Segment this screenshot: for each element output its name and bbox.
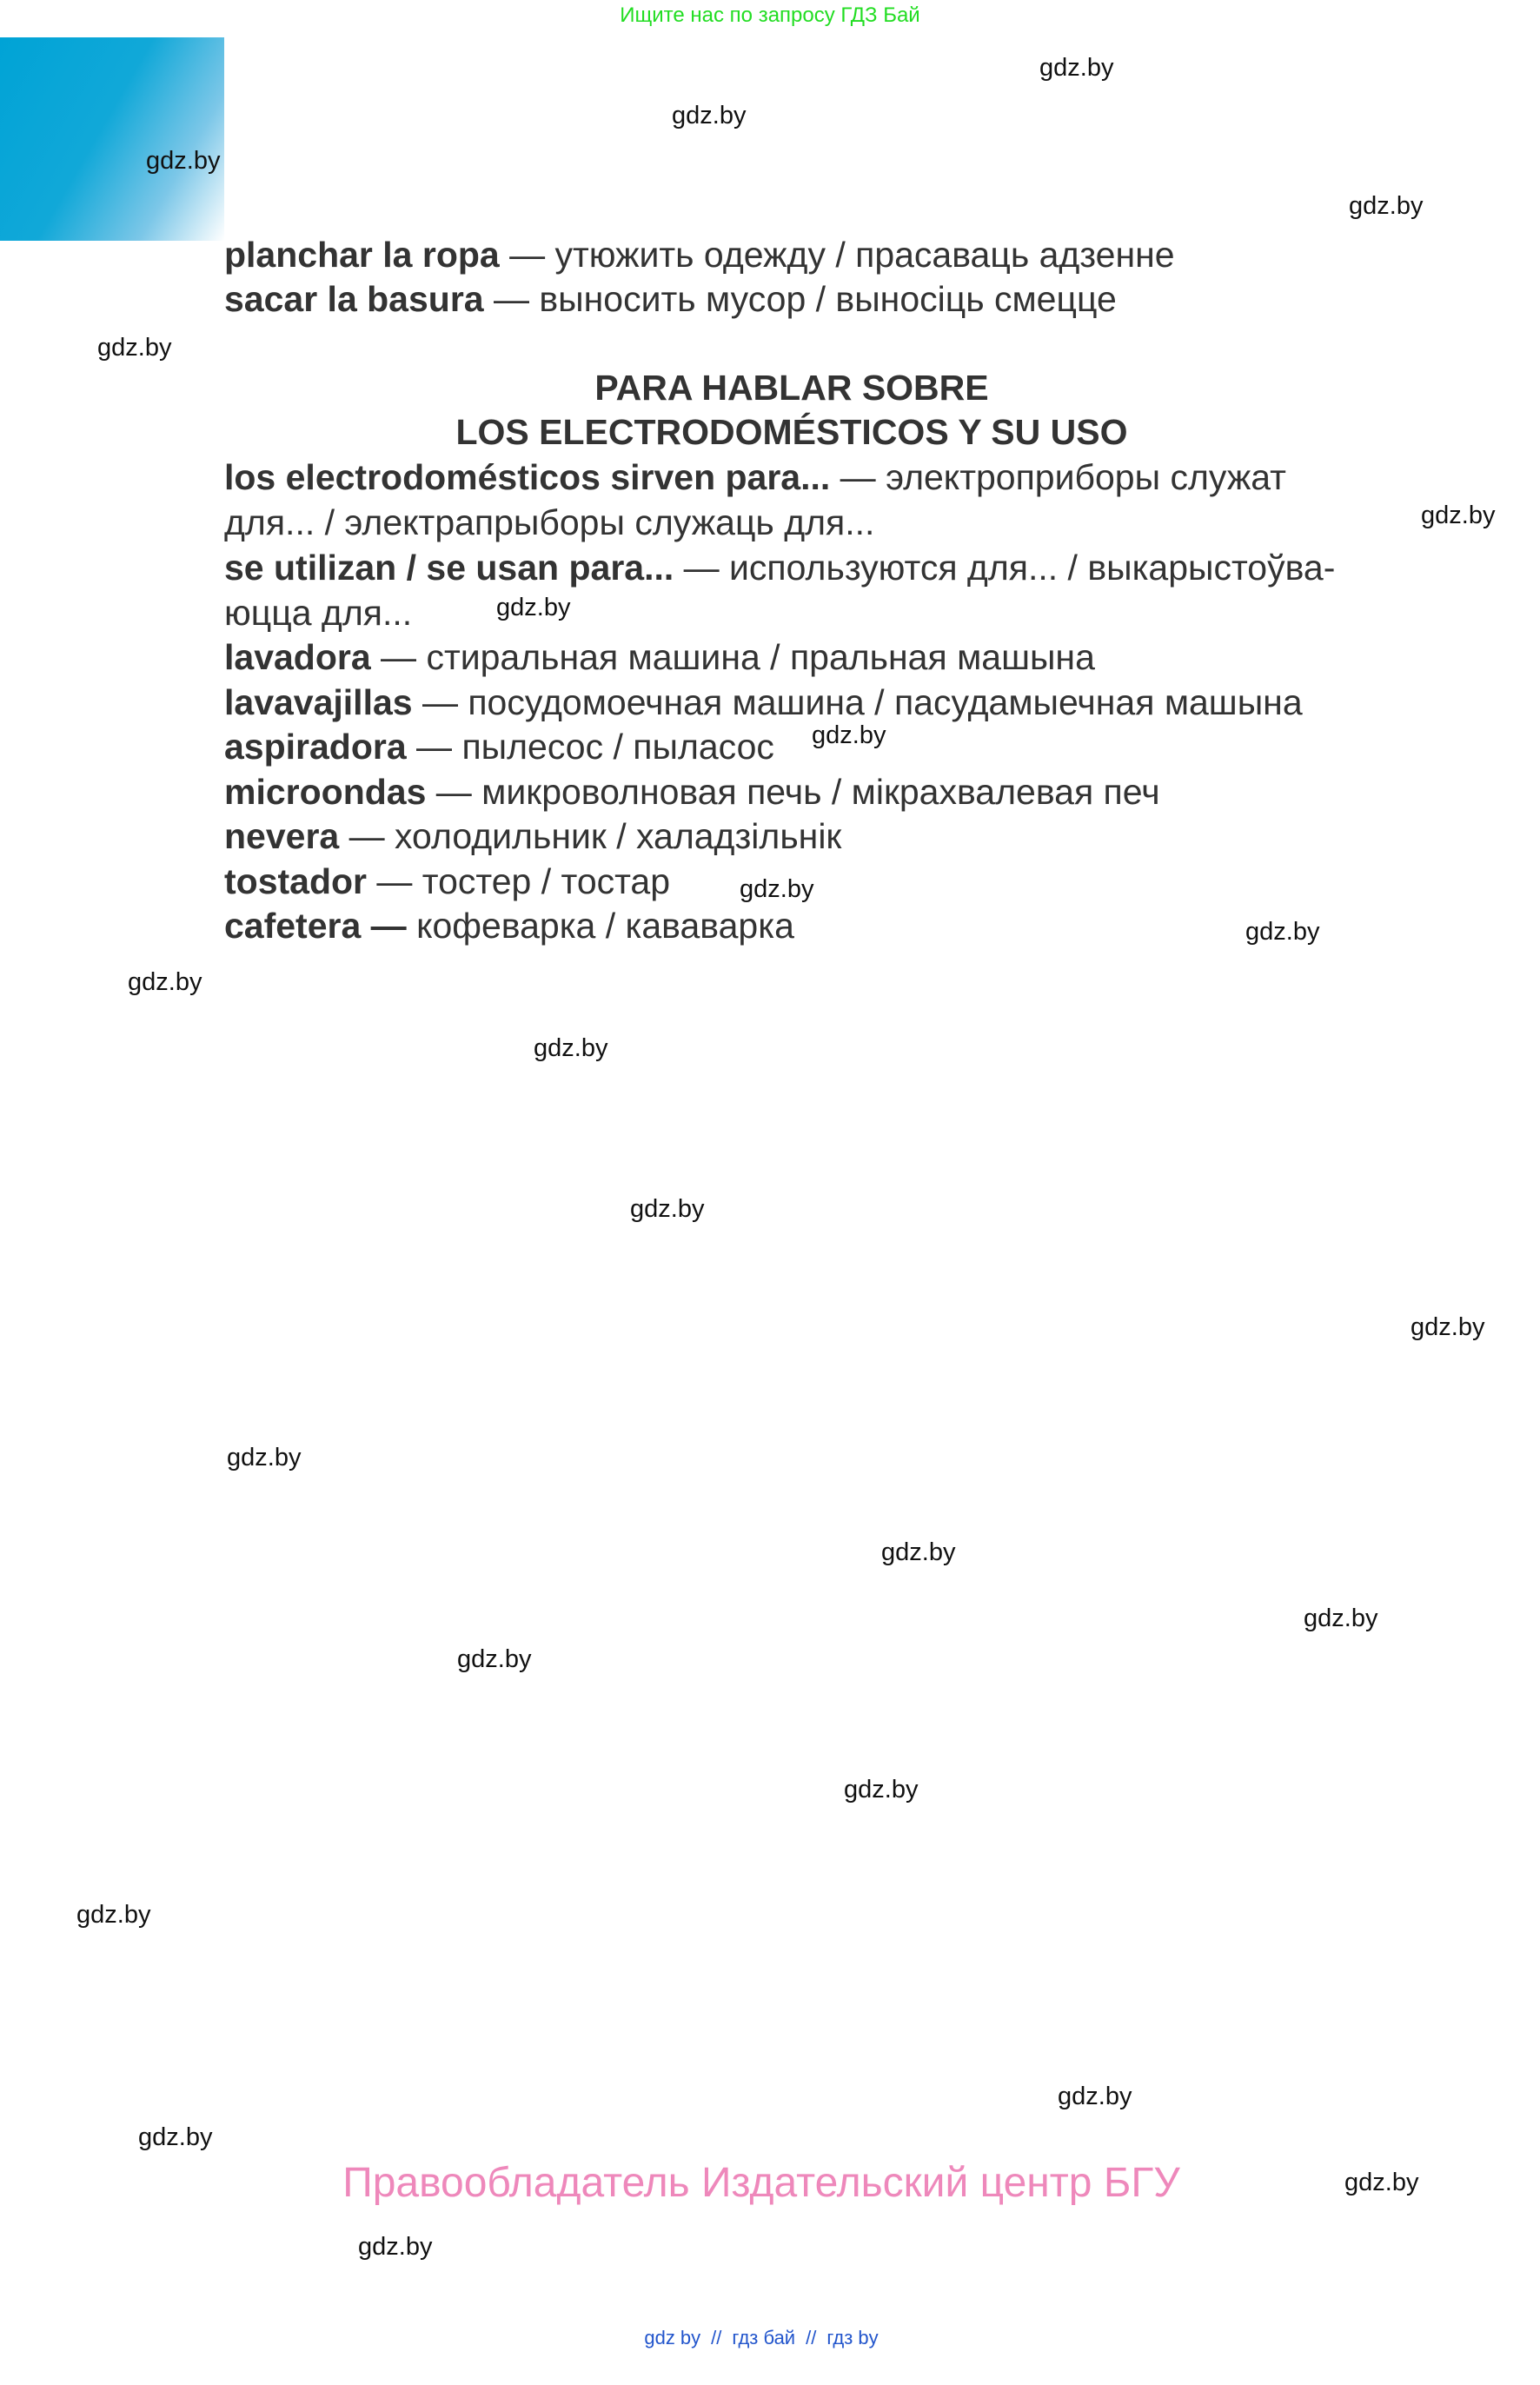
search-hint: Ищите нас по запросу ГДЗ Бай: [620, 3, 920, 27]
term: los electrodomésticos sirven para...: [224, 457, 831, 497]
corner-decoration: [0, 37, 224, 241]
watermark: gdz.by: [1344, 2169, 1419, 2196]
vocab-line: [224, 455, 1286, 500]
watermark: gdz.by: [672, 102, 747, 130]
link-gdz-by-cyr[interactable]: гдз by: [826, 2327, 879, 2348]
term: aspiradora: [224, 727, 407, 767]
vocab-line: [224, 233, 1175, 277]
section-heading-line2: LOS ELECTRODOMÉSTICOS Y SU USO: [455, 412, 1128, 452]
term: microondas: [224, 772, 427, 812]
vocab-line: [224, 770, 1160, 814]
section-heading-line1: PARA HABLAR SOBRE: [594, 368, 989, 408]
translation: — используются для... / выкарыстоўва-: [674, 548, 1336, 588]
separator: //: [711, 2327, 722, 2348]
term: cafetera —: [224, 906, 407, 946]
translation: — пылесос / пыласос: [406, 727, 774, 767]
copyright-footer: Правообладатель Издательский центр БГУ: [342, 2160, 1180, 2206]
watermark: gdz.by: [881, 1538, 956, 1566]
translation: кофеварка / кававарка: [406, 906, 794, 946]
vocab-line: [224, 635, 1095, 680]
vocab-line: [224, 546, 1335, 590]
translation: — утюжить одежду / прасаваць адзенне: [499, 235, 1175, 275]
vocab-line: [224, 860, 670, 904]
watermark: gdz.by: [358, 2233, 433, 2261]
vocab-line: [224, 904, 794, 948]
watermark: gdz.by: [97, 334, 172, 362]
watermark: gdz.by: [128, 968, 202, 996]
term: sacar la basura: [224, 279, 484, 319]
link-gdz-bai[interactable]: гдз бай: [732, 2327, 796, 2348]
vocab-line: [224, 277, 1117, 322]
watermark: gdz.by: [1304, 1604, 1378, 1632]
watermark: gdz.by: [812, 721, 886, 749]
watermark: gdz.by: [1411, 1313, 1485, 1341]
vocab-line: [224, 681, 1303, 725]
watermark: gdz.by: [1039, 54, 1114, 82]
translation: — электроприборы служат: [830, 457, 1286, 497]
watermark: gdz.by: [146, 147, 221, 175]
term: lavavajillas: [224, 682, 413, 722]
watermark: gdz.by: [740, 875, 814, 903]
term: lavadora: [224, 637, 371, 677]
term: nevera: [224, 816, 340, 856]
watermark: gdz.by: [630, 1195, 705, 1223]
watermark: gdz.by: [1421, 502, 1496, 529]
term: tostador: [224, 861, 367, 901]
vocab-line: [224, 725, 774, 769]
translation: — микроволновая печь / мікрахвалевая печ: [426, 772, 1160, 812]
vocab-line: [224, 501, 874, 545]
watermark: gdz.by: [1245, 918, 1320, 946]
vocab-line: [224, 591, 412, 635]
watermark: gdz.by: [1349, 192, 1424, 220]
watermark: gdz.by: [1058, 2083, 1132, 2110]
translation: — стиральная машина / пральная машына: [370, 637, 1095, 677]
term: planchar la ropa: [224, 235, 500, 275]
bottom-links: [0, 2327, 1523, 2349]
translation: — выносить мусор / выносіць смецце: [483, 279, 1117, 319]
translation: — тостер / тостар: [367, 861, 671, 901]
separator: //: [806, 2327, 817, 2348]
vocab-line: [224, 814, 841, 859]
watermark: gdz.by: [138, 2123, 213, 2151]
link-gdz-by[interactable]: gdz by: [644, 2327, 701, 2348]
translation: юцца для...: [224, 593, 413, 633]
watermark: gdz.by: [496, 594, 571, 621]
watermark: gdz.by: [457, 1645, 532, 1673]
watermark: gdz.by: [227, 1444, 302, 1472]
watermark: gdz.by: [76, 1901, 151, 1929]
watermark: gdz.by: [534, 1034, 608, 1062]
translation: — посудомоечная машина / пасудамыечная машына: [412, 682, 1303, 722]
term: se utilizan / se usan para...: [224, 548, 674, 588]
translation: — холодильник / халадзільнік: [339, 816, 842, 856]
watermark: gdz.by: [844, 1776, 919, 1804]
translation: для... / электрапрыборы служаць для...: [224, 502, 875, 542]
